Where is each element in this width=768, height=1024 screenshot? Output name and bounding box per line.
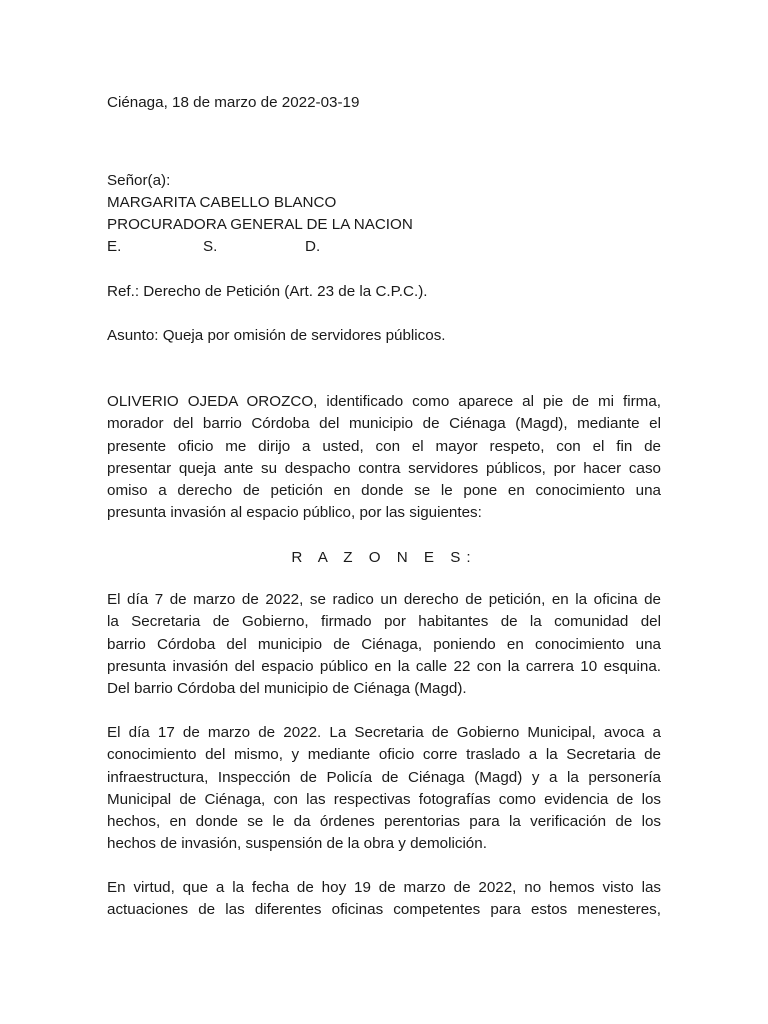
- recipient-title: PROCURADORA GENERAL DE LA NACION: [107, 216, 413, 233]
- paragraph-1: [107, 589, 661, 700]
- paragraph-line: El día 7 de marzo de 2022, se radico un derecho de petición, en la oficina de: [107, 591, 661, 608]
- paragraph-3: [107, 877, 661, 922]
- paragraph-line: OLIVERIO OJEDA OROZCO, identificado como aparece al pie de mi firma,: [107, 393, 661, 410]
- paragraph-line: presunta invasión al espacio público, por las siguientes:: [107, 504, 482, 522]
- document-page: [107, 0, 661, 1024]
- paragraph-line: presentar queja ante su despacho contra servidores públicos, por hacer caso: [107, 459, 661, 477]
- esd-line: [107, 236, 407, 258]
- paragraph-line: actuaciones de las diferentes oficinas competentes para estos menesteres,: [107, 901, 661, 919]
- paragraph-line: Del barrio Córdoba del municipio de Ciénaga (Magd).: [107, 680, 467, 698]
- paragraph-line: la Secretaria de Gobierno, firmado por habitantes de la comunidad del: [107, 613, 661, 631]
- salutation: Señor(a):: [107, 172, 171, 189]
- date-line: Ciénaga, 18 de marzo de 2022-03-19: [107, 94, 360, 111]
- paragraph-line: hechos de invasión, suspensión de la obra y demolición.: [107, 835, 487, 853]
- paragraph-line: infraestructura, Inspección de Policía de Ciénaga (Magd) y a la personería: [107, 768, 661, 786]
- esd-d: D.: [305, 238, 321, 255]
- paragraph-line: conocimiento del mismo, y mediante oficio corre traslado a la Secretaria de: [107, 746, 661, 764]
- esd-e: E.: [107, 238, 122, 255]
- paragraph-line: El día 17 de marzo de 2022. La Secretaria de Gobierno Municipal, avoca a: [107, 724, 661, 741]
- paragraph-line: hechos, en donde se le da órdenes perentorias para la verificación de los: [107, 813, 661, 831]
- esd-s: S.: [203, 238, 218, 255]
- paragraph-2: [107, 722, 661, 856]
- paragraph-line: barrio Córdoba del municipio de Ciénaga, poniendo en conocimiento una: [107, 635, 661, 653]
- paragraph-line: presente oficio me dirijo a usted, con el mayor respeto, con el fin de: [107, 437, 661, 455]
- reference-line: Ref.: Derecho de Petición (Art. 23 de la C.P.C.).: [107, 283, 428, 300]
- section-heading: R A Z O N E S:: [291, 549, 477, 566]
- subject-line: Asunto: Queja por omisión de servidores públicos.: [107, 327, 446, 344]
- paragraph-line: En virtud, que a la fecha de hoy 19 de marzo de 2022, no hemos visto las: [107, 879, 661, 896]
- recipient-name: MARGARITA CABELLO BLANCO: [107, 194, 337, 211]
- paragraph-line: omiso a derecho de petición en donde se le pone en conocimiento una: [107, 482, 661, 500]
- paragraph-line: Municipal de Ciénaga, con las respectivas fotografías como evidencia de los: [107, 790, 661, 808]
- paragraph-line: presunta invasión del espacio público en la calle 22 con la carrera 10 esquina.: [107, 657, 661, 675]
- paragraph-line: morador del barrio Córdoba del municipio de Ciénaga (Magd), mediante el: [107, 415, 661, 433]
- intro-paragraph: [107, 391, 661, 525]
